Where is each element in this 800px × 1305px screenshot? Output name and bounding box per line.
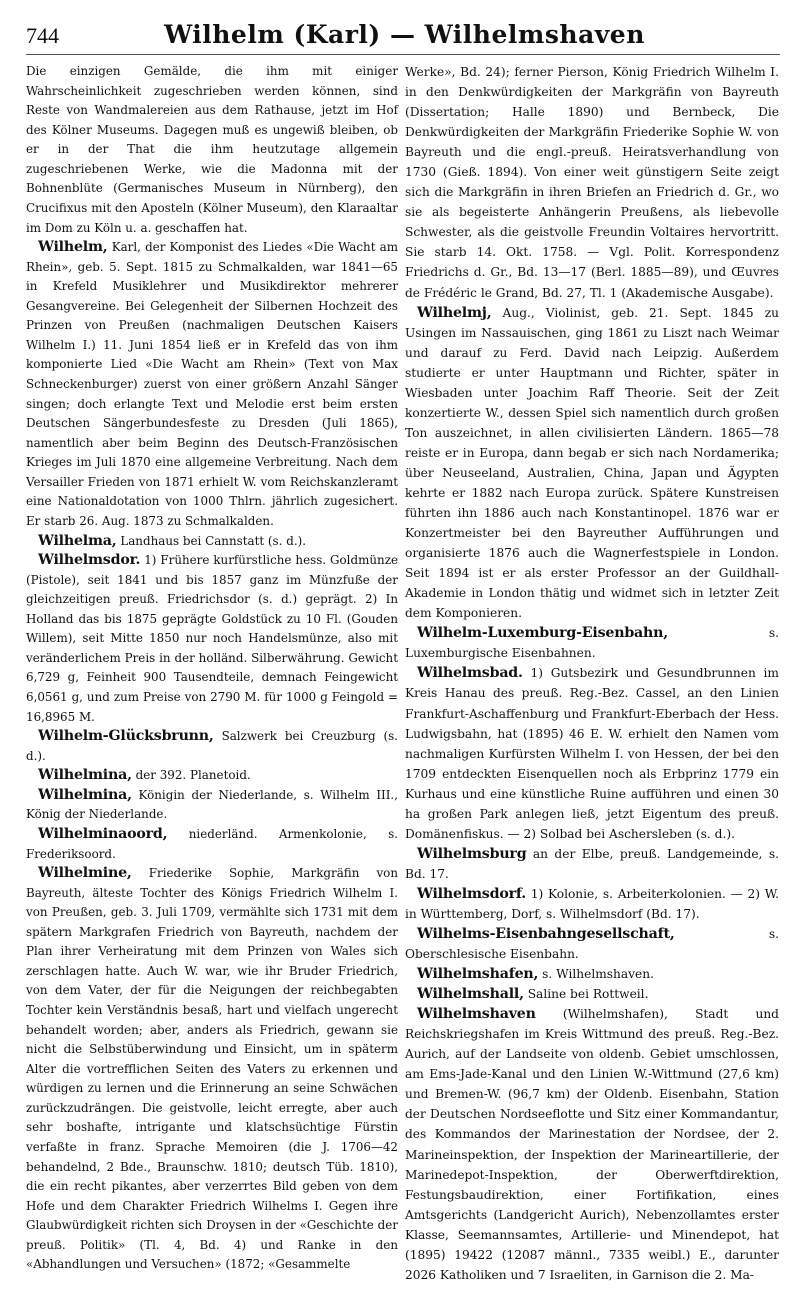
entry-headword: Wilhelmshafen, xyxy=(417,966,539,983)
entry-text: 1) Frühere kurfürstliche hess. Goldmünze (Pistole), seit 1841 und bis 1857 ganz im Münzfuße der gleichzeitigen preuß. Friedrichsdor (s. d.) geprägt. 2) In Holland das bis 1875 geprägte Goldstück zu 10 Fl. (Gouden Willem), seit Mitte 1850 nur noch Handelsmünze, also mit veränderlichem Preis in der holländ. Silberwährung. Gewicht 6,729 g, Feinheit 900 Tausendteile, demnach Feingewicht 6,0561 g, und zum Preise von 2790 M. für 1000 g Feingold = 16,8965 M. xyxy=(26,553,398,724)
dictionary-entry xyxy=(26,786,398,825)
left-column xyxy=(26,62,398,1275)
entry-headword: Wilhelmshaven xyxy=(417,1006,536,1023)
entry-text: Saline bei Rottweil. xyxy=(523,987,649,1002)
entry-headword: Wilhelm-Glücksbrunn, xyxy=(38,728,214,745)
entry-headword: Wilhelma, xyxy=(38,532,117,549)
entry-text: Königin der Niederlande, s. Wilhelm III., König der Niederlande. xyxy=(26,787,398,822)
dictionary-entry xyxy=(405,663,779,843)
dictionary-entry xyxy=(405,884,779,924)
entry-text: niederländ. Armenkolonie, s. Frederiksoord. xyxy=(26,826,398,861)
entry-headword: Wilhelminaoord, xyxy=(38,825,168,842)
entry-headword: Wilhelm, xyxy=(38,239,108,256)
entry-text: Aug., Violinist, geb. 21. Sept. 1845 zu Usingen im Nassauischen, ging 1861 zu Liszt nach Weimar und darauf zu Ferd. David nach Leipzig. Außerdem studierte er unter Hauptmann und Richter, später in Wiesbaden unter Joachim Raff Theorie. Seit der Zeit konzertierte W., dessen Spiel sich namentlich durch großen Ton auszeichnet, in allen civilisierten Ländern. 1865—78 reiste er in Europa, dann begab er sich nach Nordamerika; über Neuseeland, Australien, China, Japan und Ägypten kehrte er 1882 nach Europa zurück. Spätere Kunstreisen führten ihn 1886 auch nach Konstantinopel. 1876 war er Konzertmeister bei den Bayreuther Aufführungen und organisierte 1876 auch die Wagnerfestspiele in London. Seit 1894 ist er als erster Professor an der Guildhall-Akademie in London thätig und widmet sich in letzter Zeit dem Komponieren. xyxy=(405,305,779,621)
dictionary-entry xyxy=(26,766,398,786)
entry-text: Karl, der Komponist des Liedes «Die Wacht am Rhein», geb. 5. Sept. 1815 zu Schmalkalden, war 1841—65 in Krefeld Musiklehrer und Musikdirektor mehrerer Gesangvereine. Bei Gelegenheit der Silbernen Hochzeit des Prinzen von Preußen (nachmaligen Deutschen Kaisers Wilhelm I.) 11. Juni 1854 ließ er in Krefeld das von ihm komponierte Lied «Die Wacht am Rhein» (Text von Max Schneckenburger) zuerst von einer größern Anzahl Sänger singen; doch erlangte Text und Melodie erst beim ersten Deutschen Sängerbundesfeste zu Dresden (Juli 1865), namentlich aber beim Beginn des Deutsch-Französischen Krieges im Juli 1870 eine allgemeine Verbreitung. Nach dem Versailler Frieden von 1871 erhielt W. vom Reichskanzleramt eine Nationaldotation von 1000 Thlrn. jährlich zugesichert. Er starb 26. Aug. 1873 zu Schmalkalden. xyxy=(26,240,398,528)
entry-headword: Wilhelmsdorf. xyxy=(417,885,526,902)
right-column xyxy=(405,62,779,1285)
page-number: 744 xyxy=(26,23,59,48)
entry-text: an der Elbe, preuß. Landgemeinde, s. Bd. 17. xyxy=(405,846,779,881)
continued-text xyxy=(26,62,398,238)
entry-headword: Wilhelmsburg xyxy=(417,845,527,862)
dictionary-entry xyxy=(405,844,779,884)
entry-text: Salzwerk bei Creuzburg (s. d.). xyxy=(26,729,398,763)
dictionary-entry xyxy=(405,984,779,1004)
dictionary-entry xyxy=(405,623,779,663)
page-header xyxy=(26,20,780,55)
dictionary-entry xyxy=(26,825,398,864)
entry-headword: Wilhelmine, xyxy=(38,865,132,882)
entry-text: s. Oberschlesische Eisenbahn. xyxy=(405,927,779,962)
entry-text: s. Wilhelmshaven. xyxy=(538,967,654,982)
dictionary-entry xyxy=(26,238,398,531)
entry-headword: Wilhelms-Eisenbahngesellschaft, xyxy=(417,926,675,943)
entry-text: s. Luxemburgische Eisenbahnen. xyxy=(405,626,779,661)
entry-text: 1) Gutsbezirk und Gesundbrunnen im Kreis Hanau des preuß. Reg.-Bez. Cassel, an den Linien Frankfurt-Aschaffenburg und Frankfurt-Eberbach der Hess. Ludwigsbahn, hat (1895) 46 E. W. erhielt den Namen vom nachmaligen Kurfürsten Wilhelm I. von Hessen, der bei den 1709 entdeckten Eisenquellen noch als Erbprinz 1779 ein Kurhaus und eine künstliche Ruine aufführen und einen 30 ha großen Park anlegen ließ, jetzt Eigentum des preuß. Domänenfiskus. — 2) Solbad bei Aschersleben (s. d.). xyxy=(405,666,779,841)
entry-headword: Wilhelm-Luxemburg-Eisenbahn, xyxy=(417,625,669,642)
entry-text: Werke», Bd. 24); ferner Pierson, König Friedrich Wilhelm I. in den Denkwürdigkeiten der Markgräfin von Bayreuth (Dissertation; Halle 1890) und Bernbeck, Die Denkwürdigkeiten der Markgräfin Friederike Sophie W. von Bayreuth und die engl.-preuß. Heiratsverhandlung von 1730 (Gieß. 1894). Von einer weit günstigern Seite zeigt sich die Markgräfin in ihren Briefen an Friedrich d. Gr., wo sie als begeisterte Anhängerin Preußens, als liebevolle Schwester, als die geistvolle Freundin Voltaires hervortritt. Sie starb 14. Okt. 1758. — Vgl. Polit. Korrespondenz Friedrichs d. Gr., Bd. 13—17 (Berl. 1885—89), und Œuvres de Frédéric le Grand, Bd. 27, Tl. 1 (Akademische Ausgabe). xyxy=(405,65,779,300)
dictionary-entry xyxy=(26,551,398,727)
dictionary-entry xyxy=(26,727,398,766)
running-title: Wilhelm (Karl) — Wilhelmshaven xyxy=(164,20,645,49)
dictionary-entry xyxy=(405,924,779,964)
entry-headword: Wilhelmsbad. xyxy=(417,665,523,682)
entry-headword: Wilhelmj, xyxy=(417,304,492,321)
dictionary-entry xyxy=(26,864,398,1275)
entry-text: 1) Kolonie, s. Arbeiterkolonien. — 2) W. in Württemberg, Dorf, s. Wilhelmsdorf (Bd. 17). xyxy=(405,886,779,921)
dictionary-entry xyxy=(405,1004,779,1285)
entry-text: (Wilhelmshafen), Stadt und Reichskriegshafen im Kreis Wittmund des preuß. Reg.-Bez. Aurich, auf der Landseite von oldenb. Gebiet umschlossen, am Ems-Jade-Kanal und den Linien W.-Wittmund (27,6 km) und Bremen-W. (96,7 km) der Oldenb. Eisenbahn, Station der Deutschen Nordseeflotte und Sitz einer Kommandantur, des Kommandos der Marinestation der Nordsee, der 2. Marineinspektion, der Inspektion der Marineartillerie, der Marinedepot-Inspektion, der Oberwerftdirektion, Festungsbaudirektion, einer Fortifikation, eines Amtsgerichts (Landgericht Aurich), Nebenzollamtes erster Klasse, Seemannsamtes, Artillerie- und Minendepot, hat (1895) 19422 (12087 männl., 7335 weibl.) E., darunter 2026 Katholiken und 7 Israeliten, in Garnison die 2. Ma- xyxy=(405,1007,779,1282)
entry-text: Friederike Sophie, Markgräfin von Bayreuth, älteste Tochter des Königs Friedrich Wilhelm I. von Preußen, geb. 3. Juli 1709, vermählte sich 1731 mit dem spätern Markgrafen Friedrich von Bayreuth, nachdem der Plan ihrer Verheiratung mit dem Prinzen von Wales sich zerschlagen hatte. Auch W. war, wie ihr Bruder Friedrich, von dem Vater, der für die Neigungen der reichbegabten Tochter kein Verständnis besaß, hart und vielfach ungerecht behandelt worden; aber, anders als Friedrich, gewann sie nicht die Selbstüberwindung und Einsicht, um in späterm Alter die vortrefflichen Seiten des Vaters zu erkennen und würdigen zu lernen und die Erinnerung an seine Schwächen zurückzudrängen. Die geistvolle, leicht erregte, aber auch sehr boshafte, intrigante und klatschsüchtige Fürstin verfaßte in franz. Sprache Memoiren (die J. 1706—42 behandelnd, 2 Bde., Braunschw. 1810; deutsch Tüb. 1810), die ein recht pikantes, aber verzerrtes Bild geben von dem Hofe und dem Charakter Friedrich Wilhelms I. Gegen ihre Glaubwürdigkeit richten sich Droysen in der «Geschichte der preuß. Politik» (Tl. 4, Bd. 4) und Ranke in den «Abhandlungen und Versuchen» (1872; «Gesammelte xyxy=(26,866,398,1272)
entry-headword: Wilhelmina, xyxy=(38,786,132,803)
dictionary-entry xyxy=(26,532,398,552)
continued-text xyxy=(405,62,779,303)
entry-headword: Wilhelmina, xyxy=(38,767,132,784)
entry-text: Die einzigen Gemälde, die ihm mit einiger Wahrscheinlichkeit zugeschrieben werden können, sind Reste von Wandmalereien aus dem Rathause, jetzt im Hof des Kölner Museums. Dagegen muß es ungewiß bleiben, ob er in der That die ihm heutzutage allgemein zugeschriebenen Werke, wie die Madonna mit der Bohnenblüte (Germanisches Museum in Nürnberg), den Crucifixus mit den Aposteln (Kölner Museum), den Klaraaltar im Dom zu Köln u. a. geschaffen hat. xyxy=(26,64,398,235)
entry-text: Landhaus bei Cannstatt (s. d.). xyxy=(116,533,307,548)
entry-headword: Wilhelmshall, xyxy=(417,986,524,1003)
dictionary-entry xyxy=(405,303,779,624)
dictionary-entry xyxy=(405,964,779,984)
entry-text: der 392. Planetoid. xyxy=(131,768,251,783)
entry-headword: Wilhelmsdor. xyxy=(38,552,141,569)
